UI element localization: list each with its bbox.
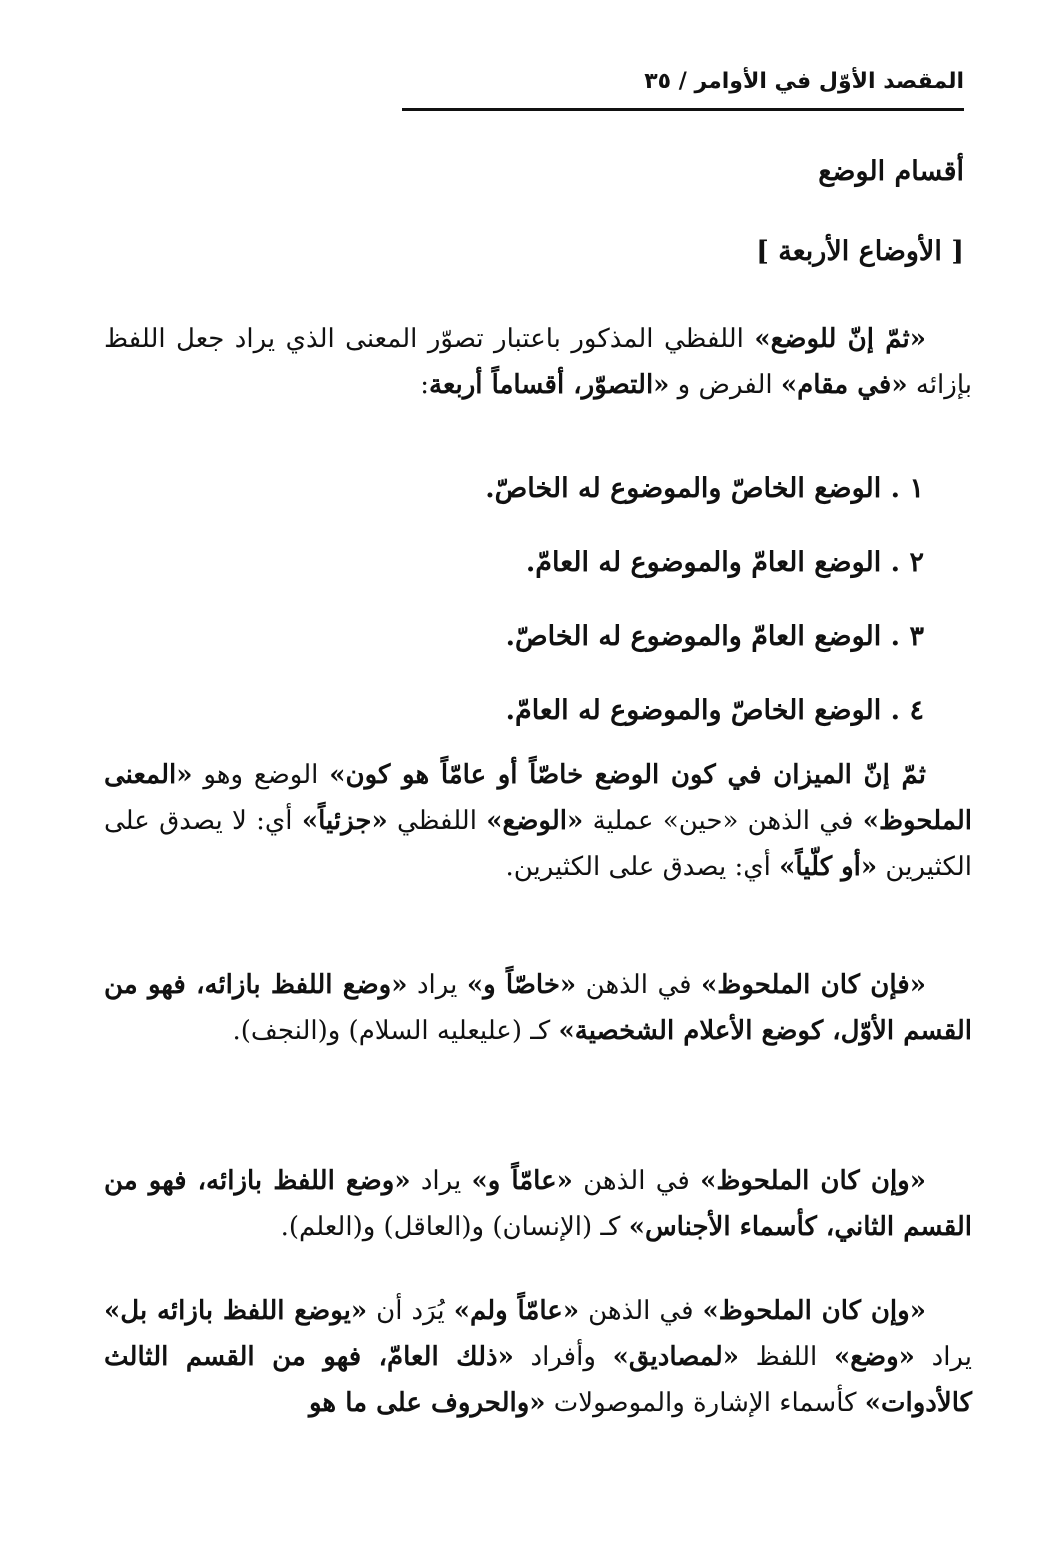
text-run: في الذهن [572,1166,701,1196]
quote-bold: «ذلك العامّ، فهو من القسم الثالث كالأدوات» [104,1342,972,1418]
paragraph-second-category [104,1158,972,1250]
quote-bold: «عامّاً و» [471,1166,573,1196]
paragraph-first-category [104,962,972,1054]
quote-bold: «والحروف على ما هو [309,1388,546,1418]
quote-bold: «وضع اللفظ بازائه، فهو من القسم الثاني، كأسماء الأجناس» [104,1166,972,1242]
quote-bold: «يوضع اللفظ بازائه بل» [104,1296,368,1326]
text-run: أي: يصدق على الكثيرين. [505,852,780,882]
paragraph-third-category [104,1288,972,1426]
quote-bold: «وضع اللفظ بازائه، فهو من القسم الأوّل، كوضع الأعلام الشخصية» [104,970,972,1046]
text-run: اللفظ [739,1342,834,1372]
text-run: كـ (عليعليه السلام) و(النجف). [232,1016,559,1046]
text-run: يراد [410,1166,472,1196]
text-run: اللفظي [387,806,487,836]
text-run: يراد [407,970,467,1000]
categories-list [364,452,924,748]
text-run: اللفظي المذكور باعتبار تصوّر المعنى الذي يراد جعل اللفظ بإزائه [104,324,972,400]
quote-bold: «المعنى الملحوظ» [104,760,972,836]
quote-bold: «الوضع» [486,806,584,836]
list-item: ٤ . الوضع الخاصّ والموضوع له العامّ. [505,695,924,726]
text-run: يراد [914,1342,973,1372]
quote-bold: «وضع» [833,1342,915,1372]
list-item: ١ . الوضع الخاصّ والموضوع له الخاصّ. [485,473,924,504]
quote-bold: «عامّاً ولم» [453,1296,580,1326]
list-item: ٣ . الوضع العامّ والموضوع له الخاصّ. [505,621,924,652]
quote-bold: «وإن كان الملحوظ» [700,1166,926,1196]
section-heading: أقسام الوضع [818,156,964,187]
text-run: وأفراد [513,1342,613,1372]
quote-bold: «أو كلّياً» [779,852,878,882]
text-run: يُرَد أن [367,1296,454,1326]
text-run: : [420,370,430,400]
header-rule [402,108,964,111]
subheading: [ الأوضاع الأربعة ] [756,236,964,267]
quote-bold: «خاصّاً و» [466,970,577,1000]
text-run: كـ (الإنسان) و(العاقل) و(العلم). [280,1212,629,1242]
text-run: في الذهن [576,970,702,1000]
text-run: الوضع وهو [192,760,330,790]
quote-bold: ثمّ إنّ الميزان في كون الوضع خاصّاً أو عامّاً هو كون» [329,760,926,790]
text-run: في الذهن «حين» عملية [583,806,863,836]
paragraph-intro [104,316,972,408]
quote-bold: «ثمّ إنّ للوضع» [754,324,926,354]
quote-bold: «في مقام» [780,370,908,400]
text-run: في الذهن [579,1296,703,1326]
quote-bold: «فإن كان الملحوظ» [701,970,926,1000]
quote-bold: «جزئياً» [301,806,388,836]
text-run: أي: لا يصدق على الكثيرين [104,806,972,882]
quote-bold: «وإن كان الملحوظ» [702,1296,926,1326]
text-run: كأسماء الإشارة والموصولات [545,1388,865,1418]
quote-bold: «لمصاديق» [612,1342,739,1372]
paragraph-criterion [104,752,972,890]
list-item: ٢ . الوضع العامّ والموضوع له العامّ. [525,547,924,578]
running-header: المقصد الأوّل في الأوامر / ٣٥ [644,69,964,94]
text-run: الفرض و [669,370,781,400]
quote-bold: «التصوّر، أقساماً أربعة [429,370,670,400]
